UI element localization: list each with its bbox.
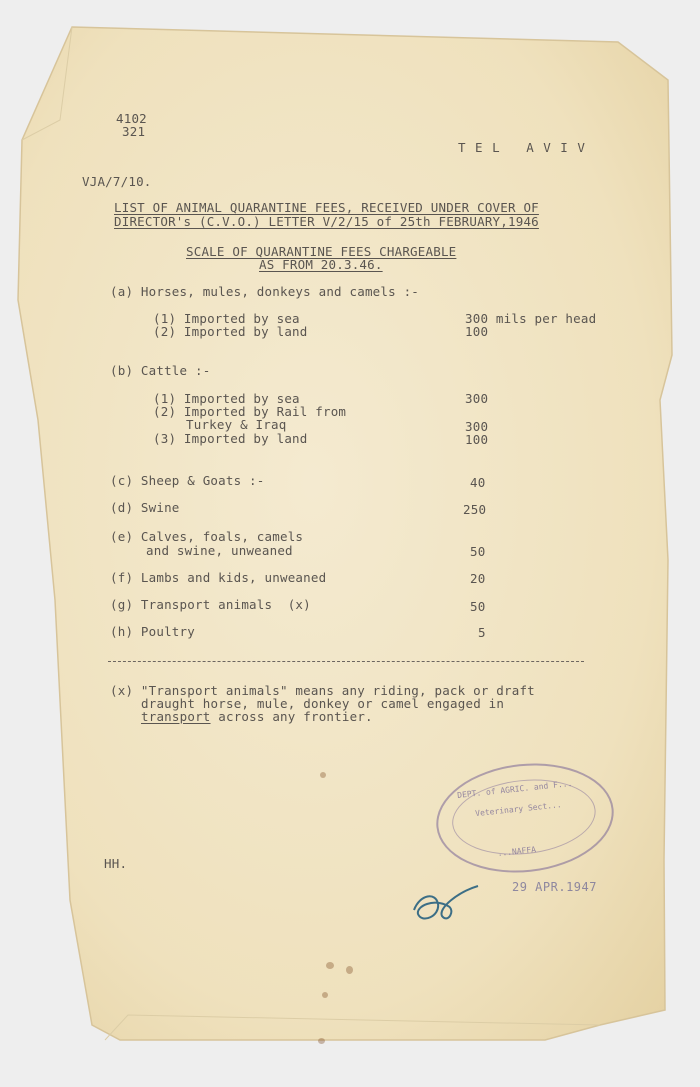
- ink-stain: [322, 992, 328, 998]
- section-d-fee: 250: [463, 502, 487, 517]
- section-b-item-3-fee: 100: [465, 432, 489, 447]
- title-line-2: DIRECTOR's (C.V.O.) LETTER V/2/15 of 25th FEBRUARY,1946: [114, 214, 539, 229]
- date-stamp: 29 APR.1947: [512, 880, 597, 894]
- section-b-item-2-fee: 300: [465, 419, 489, 434]
- section-a-item-2: (2) Imported by land: [153, 324, 308, 339]
- section-c-label: (c) Sheep & Goats :-: [110, 473, 265, 488]
- section-f-fee: 20: [470, 571, 486, 586]
- section-d-label: (d) Swine: [110, 500, 180, 515]
- stamp-text-1: DEPT. of AGRIC. and F...: [456, 778, 573, 800]
- footnote-line-3: [141, 710, 373, 723]
- section-g-fee: 50: [470, 599, 486, 614]
- section-f-label: (f) Lambs and kids, unweaned: [110, 570, 327, 585]
- ref-number-2: 321: [122, 124, 146, 139]
- location-heading: T E L A V I V: [458, 140, 586, 155]
- footnote-line-2: draught horse, mule, donkey or camel engaged in: [141, 696, 505, 711]
- stamp-text-3: ...NAFFA: [497, 845, 537, 859]
- section-b-item-3: (3) Imported by land: [153, 431, 308, 446]
- section-b-item-2-line2: Turkey & Iraq: [186, 417, 287, 432]
- section-b-item-1: (1) Imported by sea: [153, 391, 300, 406]
- section-b-heading: (b) Cattle :-: [110, 363, 211, 378]
- section-h-label: (h) Poultry: [110, 624, 195, 639]
- section-e-label-line2: and swine, unweaned: [146, 543, 293, 558]
- section-a-item-1-fee: 300 mils per head: [465, 311, 597, 326]
- title-line-1: LIST OF ANIMAL QUARANTINE FEES, RECEIVED UNDER COVER OF: [114, 200, 539, 215]
- section-a-item-2-fee: 100: [465, 324, 489, 339]
- section-e-fee: 50: [470, 544, 486, 559]
- signature-icon: [408, 880, 488, 930]
- footnote-line-1: (x) "Transport animals" means any riding, pack or draft: [110, 683, 535, 698]
- section-a-heading: (a) Horses, mules, donkeys and camels :-: [110, 284, 420, 299]
- stamp-text-2: Veterinary Sect...: [474, 800, 562, 819]
- footnote-line-3-rest: across any frontier.: [210, 709, 373, 724]
- section-b-item-2: (2) Imported by Rail from: [153, 404, 347, 419]
- section-b-item-1-fee: 300: [465, 391, 489, 406]
- section-e-label: (e) Calves, foals, camels: [110, 529, 304, 544]
- dashed-divider: [108, 661, 584, 662]
- ink-stain: [326, 962, 334, 969]
- section-c-fee: 40: [470, 475, 486, 490]
- subtitle-line-2: AS FROM 20.3.46.: [259, 257, 383, 272]
- ref-number-1: 4102: [116, 111, 147, 126]
- section-g-label: (g) Transport animals (x): [110, 597, 311, 612]
- ink-stain: [320, 772, 326, 778]
- ink-stain: [346, 966, 353, 974]
- section-h-fee: 5: [478, 625, 486, 640]
- subtitle-line-1: SCALE OF QUARANTINE FEES CHARGEABLE: [186, 244, 457, 259]
- section-a-item-1: (1) Imported by sea: [153, 311, 300, 326]
- ink-stain: [318, 1038, 325, 1044]
- initials: HH.: [104, 856, 128, 871]
- footnote-transport-word: transport: [141, 709, 211, 724]
- file-reference: VJA/7/10.: [82, 174, 152, 189]
